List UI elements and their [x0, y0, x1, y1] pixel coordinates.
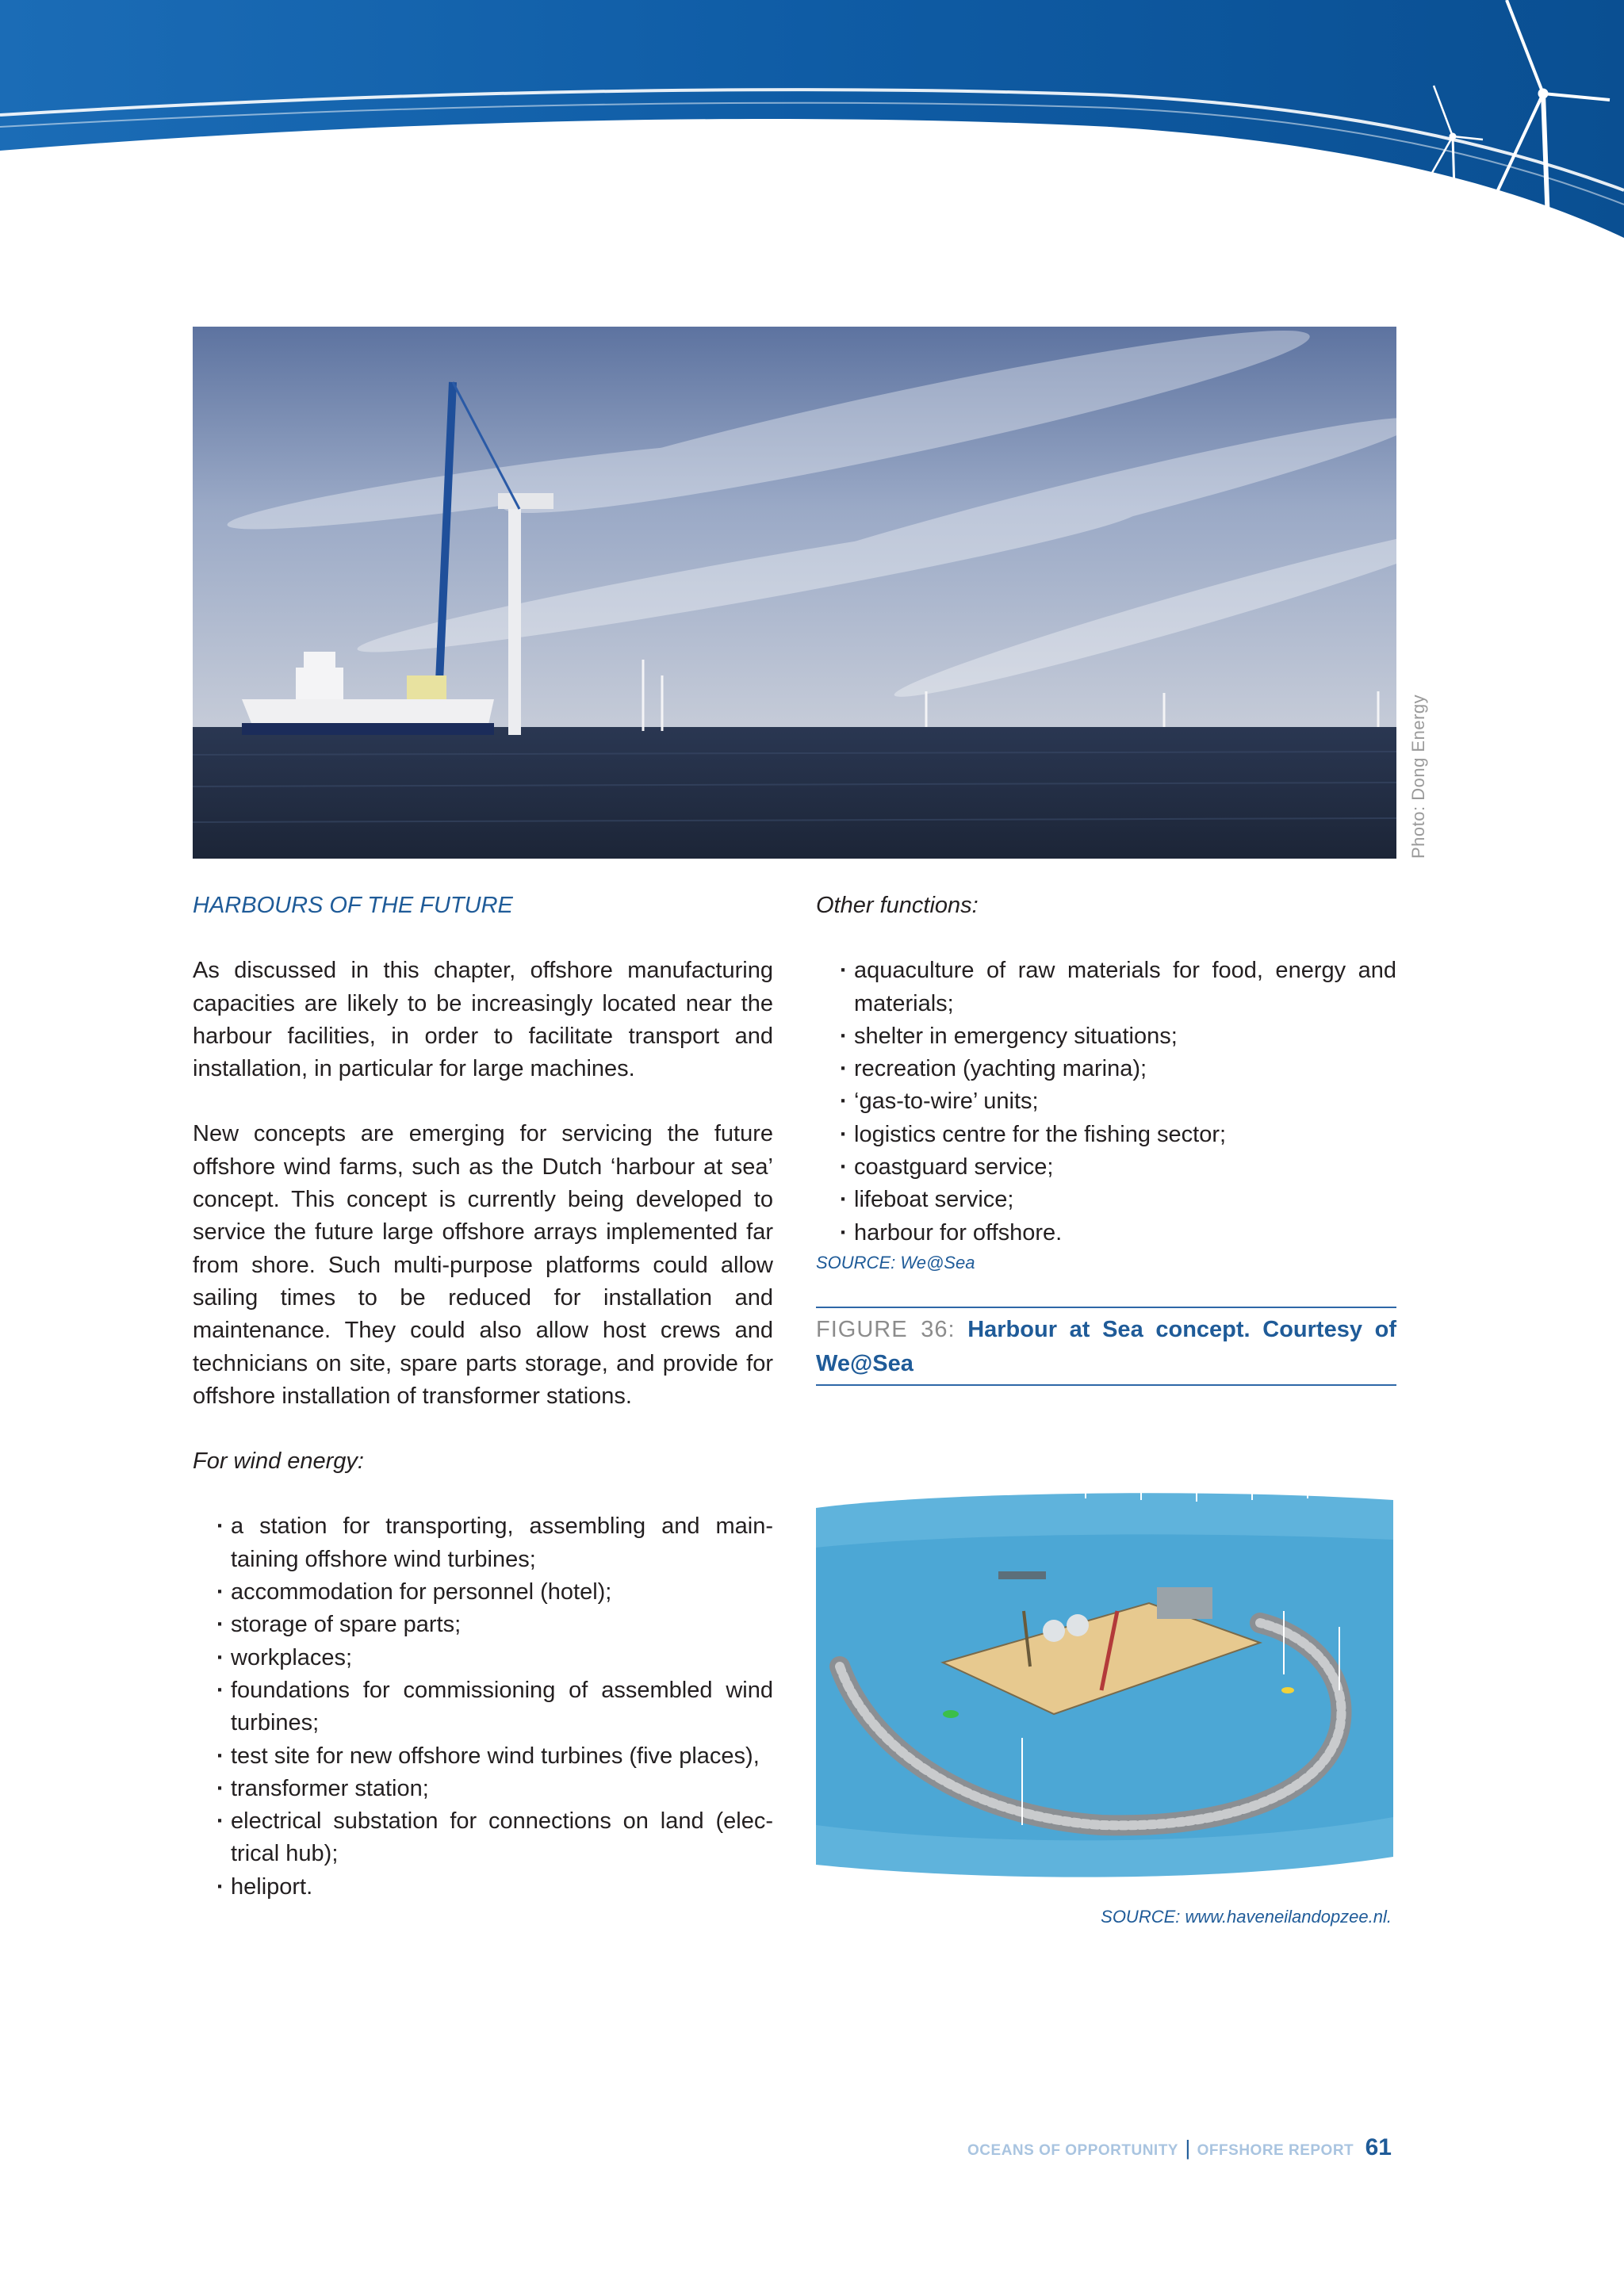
list-item: · accommodation for personnel (hotel);	[216, 1576, 773, 1609]
list-item: · logistics centre for the fishing sector;	[840, 1119, 1396, 1151]
list-item: · coastguard service;	[840, 1151, 1396, 1184]
list-item: · foundations for commissioning of assembled wind turbines;	[216, 1674, 773, 1740]
left-column	[193, 890, 773, 1904]
offshore-installation-photo	[193, 327, 1396, 859]
figure-caption	[816, 1307, 1396, 1386]
figure-title: Harbour at Sea concept. Courtesy of We@Sea	[816, 1317, 1396, 1376]
list-item: · heliport.	[216, 1871, 773, 1904]
header-banner	[0, 0, 1624, 254]
list-item: · workplaces;	[216, 1642, 773, 1674]
other-functions-list	[816, 955, 1396, 1249]
list-item: · electrical substation for connections on land (elec- trical hub);	[216, 1805, 773, 1871]
list-item: · storage of spare parts;	[216, 1609, 773, 1641]
list-item: · recreation (yachting marina);	[840, 1053, 1396, 1085]
source-note: SOURCE: We@Sea	[816, 1252, 975, 1272]
wind-energy-list	[193, 1510, 773, 1904]
paragraph-concepts: New concepts are emerging for servicing the future offshore wind farms, such as the Dutch ‘harbour at sea’ concept. This concept is currently being developed to service the future large offshore arrays implemented far from shore. Such multi-purpose platforms could allow sailing times to be reduced for installation and maintenance. They could also allow host crews and technicians on site, spare parts storage, and provide for offshore installation of transformer stations.	[193, 1121, 773, 1409]
harbour-at-sea-illustration	[816, 1452, 1393, 1896]
list-item: · aquaculture of raw materials for food, energy and materials;	[840, 955, 1396, 1020]
footer-report: OFFSHORE REPORT	[1197, 2142, 1354, 2159]
section-heading: HARBOURS OF THE FUTURE	[193, 893, 513, 918]
page-number: 61	[1365, 2134, 1392, 2160]
photo-credit: Photo: Dong Energy	[1408, 694, 1428, 859]
paragraph-intro: As discussed in this chapter, offshore manufacturing capacities are likely to be increasingly located near the harbour facilities, in order to facilitate transport and installation, in particular for large machines.	[193, 958, 773, 1082]
list-item: · a station for transporting, assembling and main- taining offshore wind turbines;	[216, 1510, 773, 1576]
footer-publication: OCEANS OF OPPORTUNITY	[967, 2142, 1178, 2159]
figure-label: FIGURE 36:	[816, 1317, 956, 1342]
page-footer	[872, 2134, 1392, 2161]
right-column	[816, 890, 1396, 1275]
footer-separator: |	[1185, 2136, 1191, 2160]
other-functions-heading: Other functions:	[816, 893, 979, 918]
list-item: · shelter in emergency situations;	[840, 1020, 1396, 1053]
list-item: · ‘gas-to-wire’ units;	[840, 1085, 1396, 1118]
list-item: · transformer station;	[216, 1773, 773, 1805]
figure-source: SOURCE: www.haveneilandopzee.nl.	[1101, 1907, 1392, 1927]
list-item: · harbour for offshore.	[840, 1217, 1396, 1249]
list-item: · lifeboat service;	[840, 1184, 1396, 1216]
wind-energy-heading: For wind energy:	[193, 1448, 364, 1475]
list-item: · test site for new offshore wind turbines (five places),	[216, 1740, 773, 1773]
